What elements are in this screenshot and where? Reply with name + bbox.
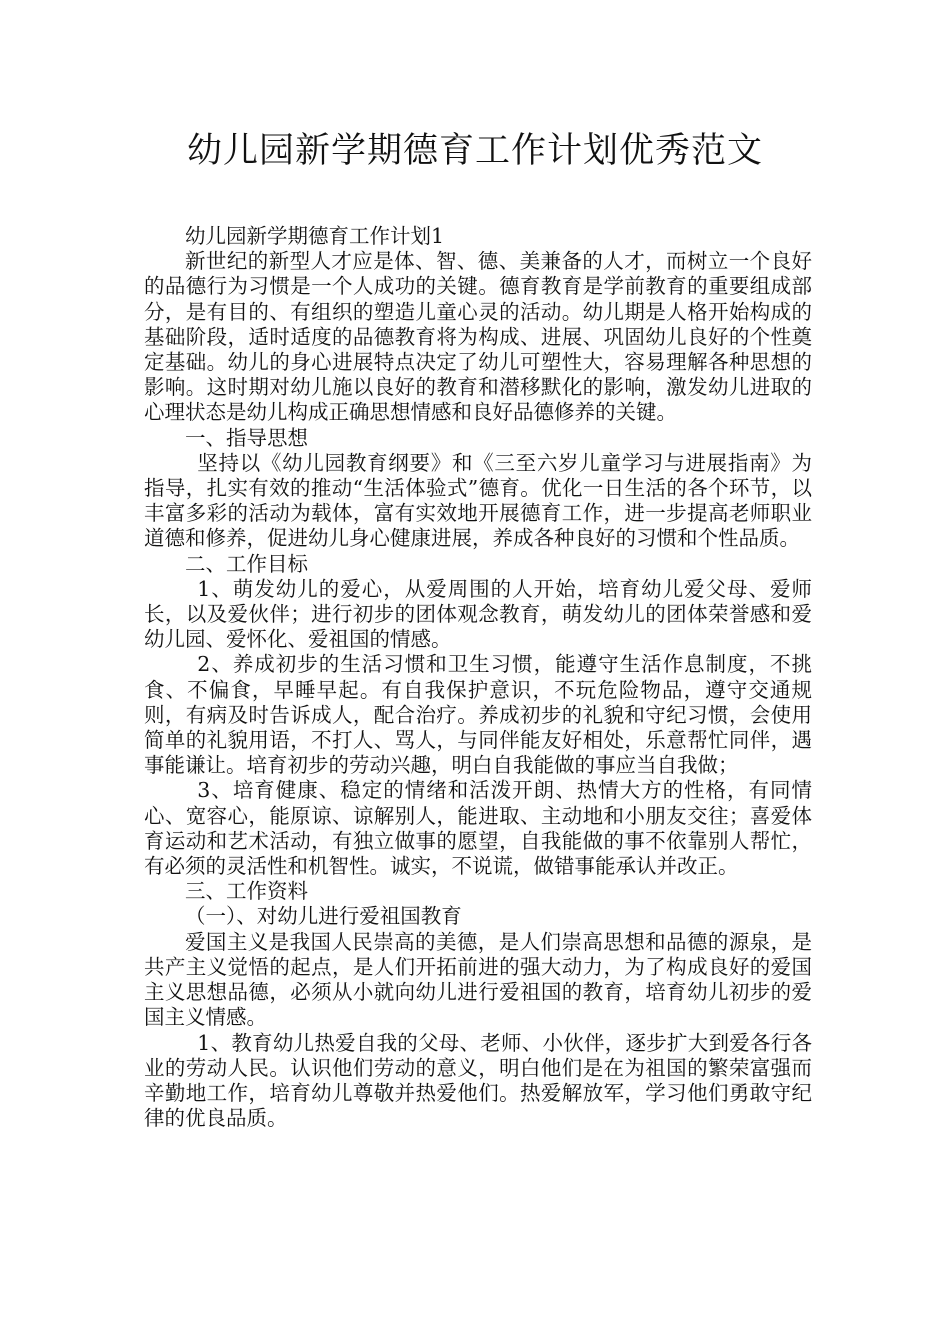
goal-item-1: 1、萌发幼儿的爱心，从爱周围的人开始，培育幼儿爱父母、爱师长，以及爱伙伴；进行初步的团体观念教育，萌发幼儿的团体荣誉感和爱幼儿园、爱怀化、爱祖国的情感。 xyxy=(144,576,812,652)
goal-item-3: 3、培育健康、稳定的情绪和活泼开朗、热情大方的性格，有同情心、宽容心，能原谅、谅解别人，能进取、主动地和小朋友交往；喜爱体育运动和艺术活动，有独立做事的愿望，自我能做的事不依靠别人帮忙，有必须的灵活性和机智性。诚实，不说谎，做错事能承认并改正。 xyxy=(144,778,812,879)
section-heading-work-materials: 三、工作资料 xyxy=(185,879,308,904)
patriotism-paragraph: 爱国主义是我国人民崇高的美德，是人们崇高思想和品德的源泉，是共产主义觉悟的起点，是人们开拓前进的强大动力，为了构成良好的爱国主义思想品德，必须从小就向幼儿进行爱祖国的教育，培育幼儿初步的爱国主义情感。 xyxy=(144,929,812,1030)
section-heading-work-goals: 二、工作目标 xyxy=(185,551,308,576)
section-heading-guiding-thought: 一、指导思想 xyxy=(185,425,308,450)
intro-paragraph: 新世纪的新型人才应是体、智、德、美兼备的人才，而树立一个良好的品德行为习惯是一个人成功的关键。德育教育是学前教育的重要组成部分，是有目的、有组织的塑造儿童心灵的活动。幼儿期是人格开始构成的基础阶段，适时适度的品德教育将为构成、进展、巩固幼儿良好的个性奠定基础。幼儿的身心进展特点决定了幼儿可塑性大，容易理解各种思想的影响。这时期对幼儿施以良好的教育和潜移默化的影响，激发幼儿进取的心理状态是幼儿构成正确思想情感和良好品德修养的关键。 xyxy=(144,249,812,425)
document-title: 幼儿园新学期德育工作计划优秀范文 xyxy=(186,131,763,171)
section-heading-plan-1: 幼儿园新学期德育工作计划1 xyxy=(185,224,445,248)
goal-item-2: 2、养成初步的生活习惯和卫生习惯，能遵守生活作息制度，不挑食、不偏食，早睡早起。有自我保护意识，不玩危险物品，遵守交通规则，有病及时告诉成人，配合治疗。养成初步的礼貌和守纪习惯，会使用简单的礼貌用语，不打人、骂人，与同伴能友好相处，乐意帮忙同伴，遇事能谦让。培育初步的劳动兴趣，明白自我能做的事应当自我做； xyxy=(144,652,812,778)
subsection-heading-patriotism: （一）、对幼儿进行爱祖国教育 xyxy=(185,904,462,929)
guiding-thought-paragraph: 坚持以《幼儿园教育纲要》和《三至六岁儿童学习与进展指南》为指导，扎实有效的推动“生活体验式”德育。优化一日生活的各个环节，以丰富多彩的活动为载体，富有实效地开展德育工作，进一步提高老师职业道德和修养，促进幼儿身心健康进展，养成各种良好的习惯和个性品质。 xyxy=(144,450,812,551)
patriotism-item-1: 1、教育幼儿热爱自我的父母、老师、小伙伴，逐步扩大到爱各行各业的劳动人民。认识他们劳动的意义，明白他们是在为祖国的繁荣富强而辛勤地工作，培育幼儿尊敬并热爱他们。热爱解放军，学习他们勇敢守纪律的优良品质。 xyxy=(144,1030,812,1131)
document-body xyxy=(144,224,812,1131)
